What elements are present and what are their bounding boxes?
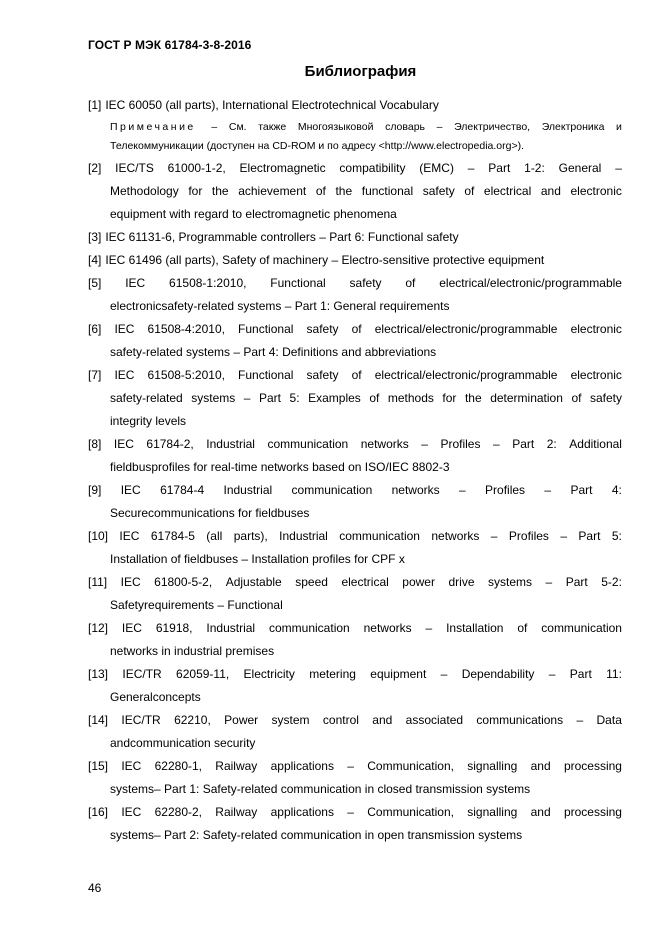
entry-line xyxy=(88,732,622,755)
entry-text: General xyxy=(558,161,602,175)
entry-text: of xyxy=(571,391,582,405)
bibliography-entry xyxy=(88,318,622,364)
entry-line xyxy=(88,525,622,548)
entry-text: of xyxy=(351,368,362,382)
entry-line xyxy=(88,249,622,272)
entry-text: networks xyxy=(360,437,409,451)
entry-text: IEC/TR xyxy=(122,667,162,681)
entry-text: Электричество, xyxy=(454,121,531,133)
entry-text: safety xyxy=(349,276,382,290)
entry-text: 5: xyxy=(289,391,300,405)
entry-text: Installation xyxy=(446,621,504,635)
entry-text: IEC 61496 (all parts), Safety of machinery – Electro-sensitive protective equipment xyxy=(105,253,545,267)
bibliography-entry xyxy=(88,617,622,663)
entry-text: communication xyxy=(267,437,349,451)
entry-text: communication xyxy=(339,529,420,543)
entry-text: – xyxy=(548,667,556,681)
entry-text: Generalconcepts xyxy=(110,690,201,704)
entry-text: 61508-1:2010, xyxy=(169,276,247,290)
entry-text: Industrial xyxy=(223,483,273,497)
entry-text: – xyxy=(576,713,584,727)
entry-text: safety xyxy=(422,184,455,198)
entry-text: также xyxy=(258,121,287,133)
entry-line xyxy=(88,433,622,456)
entry-text: Securecommunications for fieldbuses xyxy=(110,506,310,520)
entry-text: electrical xyxy=(483,184,532,198)
standard-designation: ГОСТ Р МЭК 61784-3-8-2016 xyxy=(88,38,252,52)
entry-line xyxy=(88,387,622,410)
entry-text: achievement xyxy=(238,184,307,198)
entry-text: safety-related systems – Part 4: Definitions and abbreviations xyxy=(110,345,437,359)
bibliography-entry xyxy=(88,571,622,617)
entry-text: – xyxy=(211,121,218,133)
entry-text: of xyxy=(464,184,475,198)
entry-text: associated xyxy=(405,713,464,727)
bibliography-list xyxy=(88,94,622,847)
entry-line xyxy=(88,410,622,433)
entry-text: и xyxy=(616,121,622,133)
entry-text: Data xyxy=(596,713,622,727)
entry-text: signalling xyxy=(467,805,518,819)
entry-text: 5: xyxy=(611,529,622,543)
entry-number: [3] xyxy=(88,230,102,244)
entry-text: Industrial xyxy=(206,437,255,451)
entry-text: 61784-4 xyxy=(160,483,205,497)
entry-text: – xyxy=(545,575,553,589)
entry-text: electronic xyxy=(570,368,622,382)
entry-text: and xyxy=(372,713,393,727)
entry-text: Part xyxy=(570,483,593,497)
entry-text: Railway xyxy=(215,805,258,819)
entry-number: [2] xyxy=(88,161,102,175)
entry-text: networks xyxy=(363,621,412,635)
entry-number: [5] xyxy=(88,276,102,290)
entry-text: Examples xyxy=(308,391,361,405)
entry-text: 61000-1-2, xyxy=(167,161,226,175)
entry-text: – xyxy=(347,805,354,819)
entry-text: 5-2: xyxy=(601,575,622,589)
entry-text: 61508-4:2010, xyxy=(147,322,225,336)
bibliography-entry xyxy=(88,226,622,249)
entry-text: of xyxy=(517,621,528,635)
entry-text: the xyxy=(211,184,229,198)
entry-text: словарь xyxy=(385,121,426,133)
entry-text: Additional xyxy=(569,437,622,451)
entry-text: IEC xyxy=(114,368,135,382)
entry-text: networks in industrial premises xyxy=(110,644,275,658)
entry-number: [6] xyxy=(88,322,102,336)
bibliography-entry xyxy=(88,479,622,525)
entry-line xyxy=(88,594,622,617)
entry-text: 62210, xyxy=(174,713,211,727)
entry-number: [13] xyxy=(88,667,109,681)
entry-text: fieldbusprofiles for real-time networks based on ISO/IEC 8802-3 xyxy=(110,460,450,474)
entry-number: [11] xyxy=(88,575,108,589)
entry-text: safety xyxy=(589,391,622,405)
entry-line xyxy=(88,318,622,341)
entry-line xyxy=(88,824,622,847)
entry-text: systems– Part 2: Safety-related communication in open transmission systems xyxy=(110,828,523,842)
entry-text: applications xyxy=(270,805,334,819)
entry-line xyxy=(88,617,622,640)
entry-text: determination xyxy=(490,391,563,405)
bibliography-entry xyxy=(88,709,622,755)
entry-text: Многоязыковой xyxy=(297,121,374,133)
bibliography-entry xyxy=(88,249,622,272)
entry-line xyxy=(88,364,622,387)
entry-text: 1-2: xyxy=(524,161,545,175)
entry-text: Functional xyxy=(270,276,326,290)
entry-text: systems xyxy=(191,391,236,405)
entry-line xyxy=(88,548,622,571)
bibliography-entry xyxy=(88,272,622,318)
entry-line xyxy=(88,456,622,479)
entry-line xyxy=(88,755,622,778)
entry-text: – xyxy=(425,621,433,635)
entry-number: [16] xyxy=(88,805,109,819)
entry-number: [15] xyxy=(88,759,109,773)
entry-number: [10] xyxy=(88,529,109,543)
entry-text: – xyxy=(560,529,567,543)
entry-text: – xyxy=(347,759,354,773)
bibliography-entry xyxy=(88,801,622,847)
entry-line xyxy=(88,778,622,801)
entry-text: Dependability xyxy=(461,667,535,681)
entry-number: [4] xyxy=(88,253,102,267)
entry-text: 4: xyxy=(611,483,622,497)
entry-text: safety-related xyxy=(110,391,183,405)
entry-text: IEC/TS xyxy=(115,161,154,175)
entry-text: the xyxy=(335,184,353,198)
entry-text: IEC xyxy=(119,529,140,543)
entry-text: Electromagnetic xyxy=(239,161,326,175)
entry-line xyxy=(88,640,622,663)
entry-text: processing xyxy=(563,759,622,773)
entry-text: electronic xyxy=(570,322,622,336)
entry-text: Profiles xyxy=(508,529,549,543)
entry-text: Part xyxy=(578,529,601,543)
entry-text: electrical xyxy=(341,575,389,589)
entry-line xyxy=(88,118,622,137)
entry-text: of xyxy=(315,184,326,198)
entry-text: Part xyxy=(488,161,511,175)
entry-text: networks xyxy=(431,529,480,543)
bibliography-note xyxy=(88,118,622,156)
entry-text: – xyxy=(421,437,428,451)
entry-line xyxy=(88,801,622,824)
entry-text: См. xyxy=(228,121,247,133)
entry-text: processing xyxy=(563,805,622,819)
entry-text: IEC xyxy=(121,759,142,773)
entry-line xyxy=(88,571,622,594)
entry-line xyxy=(88,502,622,525)
entry-text: parts), xyxy=(233,529,268,543)
entry-text: Communication, xyxy=(367,805,454,819)
entry-text: the xyxy=(464,391,482,405)
entry-text: IEC xyxy=(120,575,141,589)
entry-text: functional xyxy=(361,184,414,198)
entry-text: 61508-5:2010, xyxy=(147,368,225,382)
entry-text: IEC xyxy=(121,621,142,635)
entry-text: – xyxy=(436,121,443,133)
entry-text: IEC xyxy=(113,437,134,451)
entry-text: of xyxy=(405,276,416,290)
entry-text: methods xyxy=(387,391,434,405)
entry-text: for xyxy=(442,391,457,405)
entry-text: 62280-1, xyxy=(154,759,202,773)
entry-text: Part xyxy=(512,437,535,451)
entry-text: – xyxy=(459,483,466,497)
entry-text: – xyxy=(615,161,622,175)
entry-text: integrity levels xyxy=(110,414,187,428)
entry-text: Part xyxy=(569,667,592,681)
entry-line xyxy=(88,663,622,686)
entry-text: applications xyxy=(270,759,334,773)
entry-text: Functional xyxy=(238,368,294,382)
entry-text: IEC/TR xyxy=(121,713,161,727)
entry-line xyxy=(88,709,622,732)
entry-line xyxy=(88,137,622,156)
entry-text: Телекоммуникации (доступен на CD-ROM и по адресу <http://www.electropedia.org>). xyxy=(110,140,525,152)
entry-text: (all xyxy=(206,529,223,543)
entry-text: – xyxy=(493,437,500,451)
entry-text: and xyxy=(540,184,561,198)
entry-text: safety xyxy=(306,322,339,336)
entry-text: – xyxy=(490,529,498,543)
entry-text: Part xyxy=(565,575,588,589)
entry-text: – xyxy=(467,161,475,175)
entry-text: communication xyxy=(541,621,622,635)
bibliography-entry xyxy=(88,525,622,571)
entry-number: [1] xyxy=(88,98,102,112)
entry-text: Functional xyxy=(238,322,294,336)
entry-line xyxy=(88,479,622,502)
entry-text: 2: xyxy=(546,437,557,451)
entry-text: Примечание xyxy=(110,121,196,133)
entry-text: – xyxy=(243,391,251,405)
entry-text: Электроника xyxy=(541,121,605,133)
entry-text: networks xyxy=(391,483,440,497)
entry-number: [9] xyxy=(88,483,102,497)
entry-text: of xyxy=(369,391,380,405)
bibliography-entry xyxy=(88,755,622,801)
entry-text: Communication, xyxy=(367,759,454,773)
entry-text: IEC xyxy=(121,805,142,819)
entry-text: andcommunication security xyxy=(110,736,256,750)
entry-text: Railway xyxy=(215,759,258,773)
entry-text: power xyxy=(402,575,435,589)
entry-number: [7] xyxy=(88,368,102,382)
entry-text: communication xyxy=(269,621,350,635)
entry-text: electronic xyxy=(570,184,622,198)
entry-text: and xyxy=(530,805,551,819)
entry-text: equipment with regard to electromagnetic phenomena xyxy=(110,207,397,221)
entry-text: signalling xyxy=(467,759,518,773)
entry-text: drive xyxy=(448,575,475,589)
entry-line xyxy=(88,203,622,226)
entry-text: electrical/electronic/programmable xyxy=(374,322,558,336)
entry-text: Part xyxy=(259,391,282,405)
entry-text: Installation of fieldbuses – Installation profiles for CPF x xyxy=(110,552,405,566)
entry-text: 61784-5 xyxy=(150,529,195,543)
entry-text: Electricity xyxy=(243,667,295,681)
bibliography-entry xyxy=(88,663,622,709)
bibliography-entry xyxy=(88,94,622,117)
entry-text: 61800-5-2, xyxy=(154,575,213,589)
entry-text: communication xyxy=(291,483,373,497)
entry-text: 11: xyxy=(606,667,622,681)
bibliography-entry xyxy=(88,433,622,479)
entry-text: system xyxy=(271,713,310,727)
entry-text: Methodology xyxy=(110,184,179,198)
entry-line xyxy=(88,686,622,709)
entry-text: and xyxy=(530,759,551,773)
page-number: 46 xyxy=(88,881,102,895)
entry-text: Power xyxy=(224,713,259,727)
entry-text: equipment xyxy=(370,667,427,681)
entry-line xyxy=(88,226,622,249)
entry-text: 61784-2, xyxy=(146,437,194,451)
entry-text: IEC xyxy=(114,322,135,336)
entry-text: IEC xyxy=(120,483,141,497)
entry-text: for xyxy=(188,184,203,198)
entry-text: metering xyxy=(309,667,356,681)
entry-line xyxy=(88,295,622,318)
entry-text: IEC xyxy=(125,276,146,290)
entry-line xyxy=(88,157,622,180)
entry-text: systems xyxy=(488,575,533,589)
entry-number: [14] xyxy=(88,713,109,727)
entry-text: Adjustable xyxy=(225,575,282,589)
entry-text: (EMC) xyxy=(419,161,454,175)
entry-text: IEC 60050 (all parts), International Electrotechnical Vocabulary xyxy=(105,98,439,112)
page-title: Библиография xyxy=(304,63,417,80)
entry-line xyxy=(88,272,622,295)
entry-text: electrical/electronic/programmable xyxy=(439,276,622,290)
entry-line xyxy=(88,341,622,364)
entry-text: Industrial xyxy=(279,529,328,543)
entry-text: safety xyxy=(306,368,339,382)
entry-number: [12] xyxy=(88,621,109,635)
entry-text: Profiles xyxy=(485,483,526,497)
entry-text: of xyxy=(351,322,362,336)
entry-text: 62280-2, xyxy=(154,805,202,819)
entry-text: electronicsafety-related systems – Part 1: General requirements xyxy=(110,299,450,313)
entry-text: Safetyrequirements – Functional xyxy=(110,598,283,612)
entry-text: 62059-11, xyxy=(176,667,230,681)
entry-text: systems– Part 1: Safety-related communication in closed transmission systems xyxy=(110,782,531,796)
entry-text: Profiles xyxy=(440,437,481,451)
entry-text: communications xyxy=(476,713,564,727)
entry-text: IEC 61131-6, Programmable controllers – Part 6: Functional safety xyxy=(105,230,459,244)
entry-text: speed xyxy=(295,575,328,589)
entry-text: 61918, xyxy=(155,621,193,635)
entry-number: [8] xyxy=(88,437,102,451)
bibliography-entry xyxy=(88,157,622,226)
entry-text: compatibility xyxy=(339,161,406,175)
entry-text: control xyxy=(322,713,359,727)
entry-line xyxy=(88,180,622,203)
entry-text: – xyxy=(544,483,552,497)
entry-text: electrical/electronic/programmable xyxy=(374,368,558,382)
bibliography-entry xyxy=(88,364,622,433)
entry-text: Industrial xyxy=(206,621,256,635)
entry-line xyxy=(88,94,622,117)
entry-text: – xyxy=(440,667,448,681)
